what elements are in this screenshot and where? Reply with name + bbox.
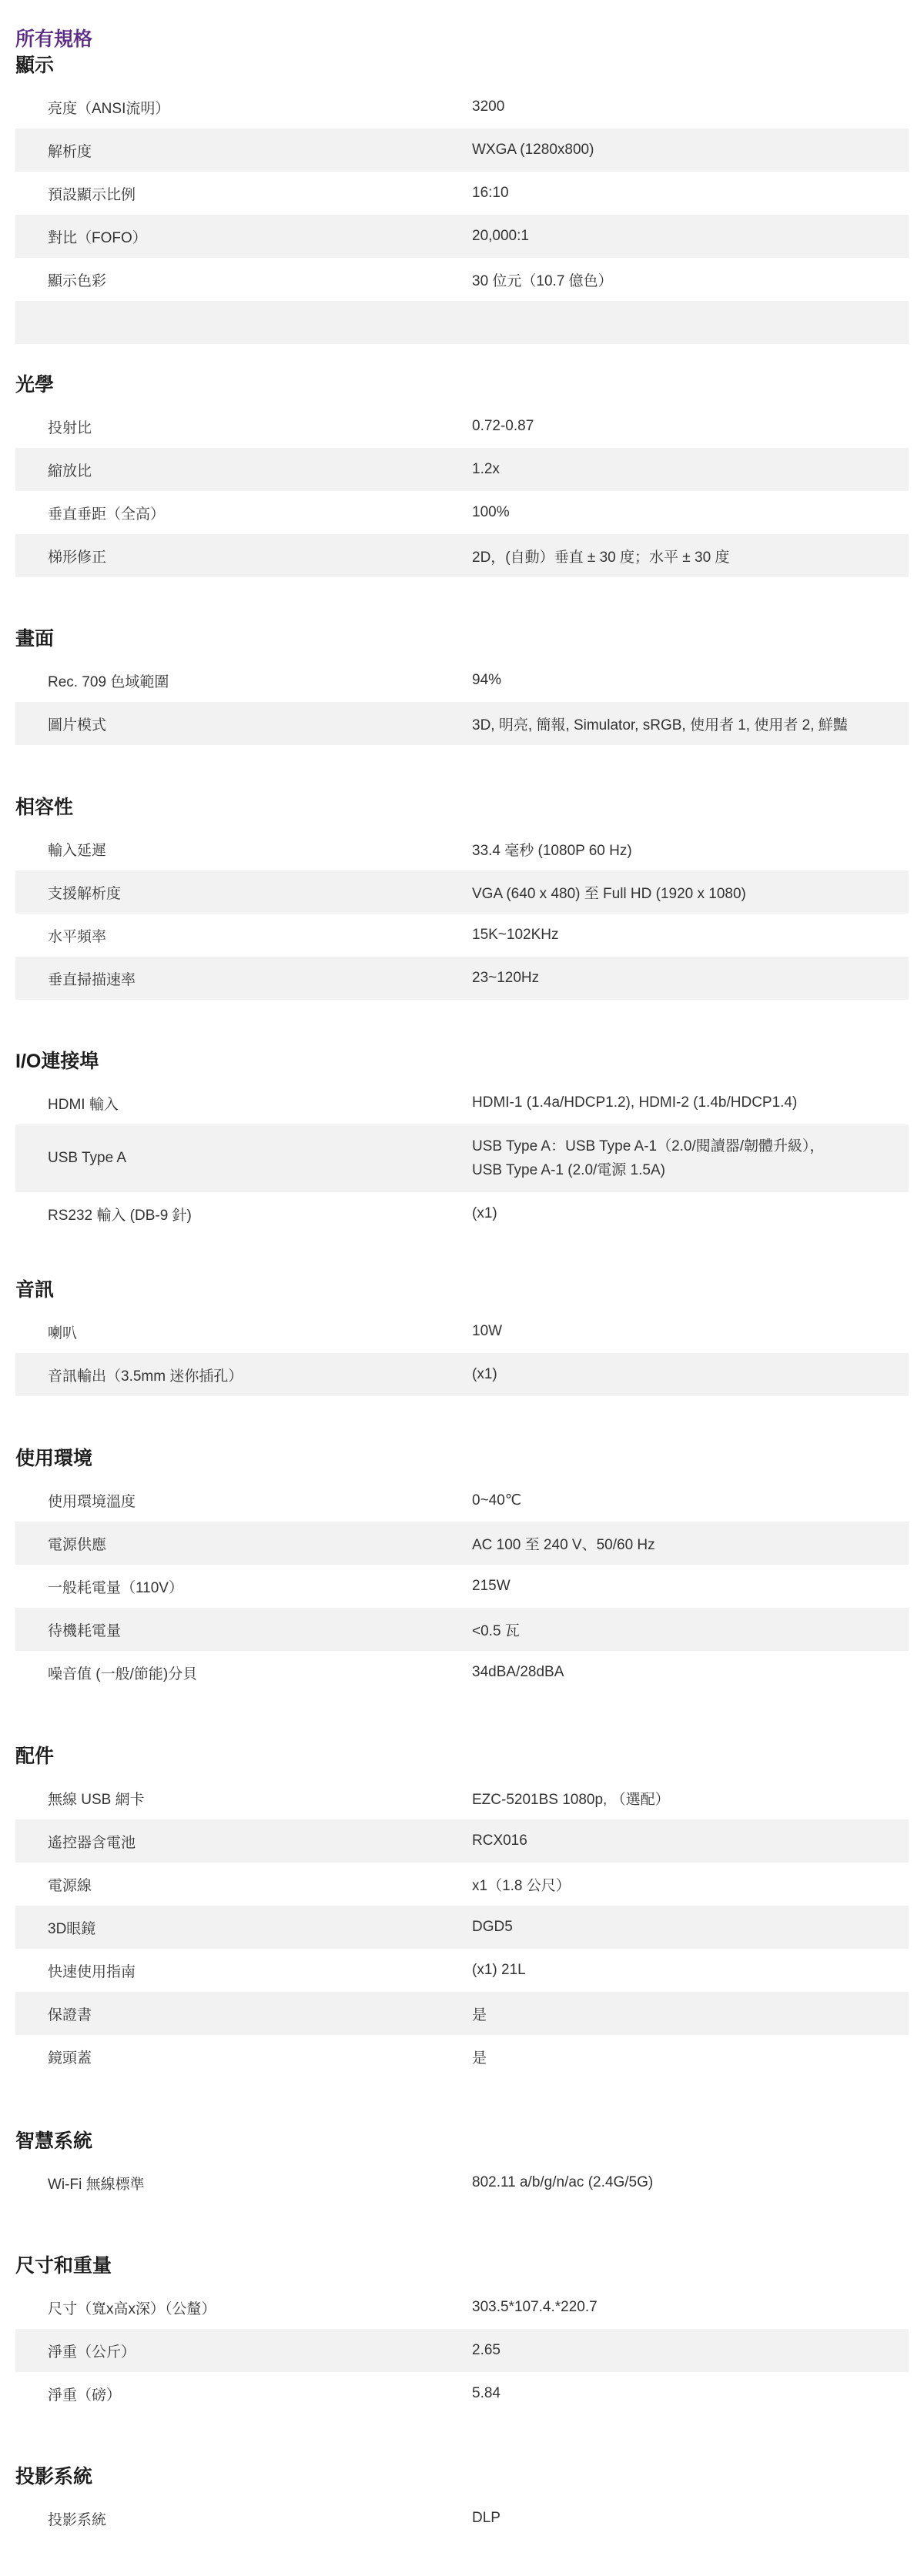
spec-value: 是: [472, 2006, 487, 2023]
spec-label: 電源供應: [48, 1536, 107, 1553]
spec-value: 2.65: [472, 2342, 500, 2358]
section-projection-system: [15, 2464, 909, 2540]
spec-value: 100%: [472, 504, 510, 520]
section-optics: [15, 372, 909, 577]
spec-row: [15, 1081, 909, 1124]
section-title: 配件: [15, 1746, 55, 1767]
section-title: 智慧系統: [15, 2130, 93, 2152]
spec-label: 3D眼鏡: [48, 1920, 96, 1937]
section-title: 使用環境: [15, 1448, 93, 1469]
section-title: 投影系統: [15, 2466, 93, 2487]
spec-label: 無線 USB 網卡: [48, 1791, 145, 1808]
spec-row: [15, 1949, 909, 1992]
spec-label: Wi-Fi 無線標準: [48, 2176, 145, 2193]
spec-value: (x1): [472, 1366, 497, 1382]
section-io-ports: [15, 1048, 909, 1235]
spec-label: 圖片模式: [48, 717, 107, 733]
spec-value: USB Type A：USB Type A-1（2.0/閱讀器/韌體升級）， USB Type A-1 (2.0/電源 1.5A): [472, 1138, 825, 1178]
page-title: 所有規格: [15, 28, 93, 50]
spec-row: [15, 827, 909, 870]
spec-row: [15, 491, 909, 534]
section-dimensions-weight: [15, 2253, 909, 2415]
spec-row: [15, 1522, 909, 1565]
spec-row: [15, 2497, 909, 2540]
spec-value: 3D, 明亮, 簡報, Simulator, sRGB, 使用者 1, 使用者 2, 鮮豔: [472, 717, 848, 733]
section-display: [15, 52, 909, 363]
spec-row: [15, 215, 909, 258]
spec-value: VGA (640 x 480) 至 Full HD (1920 x 1080): [472, 885, 746, 902]
spec-value: x1（1.8 公尺）: [472, 1877, 571, 1894]
spec-value: EZC-5201BS 1080p, （選配）: [472, 1791, 670, 1808]
spec-row: [15, 2035, 909, 2078]
spec-label: 投影系統: [48, 2511, 107, 2528]
spec-label: 一般耗電量（110V）: [48, 1579, 183, 1596]
spec-row: [15, 1608, 909, 1651]
spec-row: [15, 2286, 909, 2329]
spec-value: (x1) 21L: [472, 1962, 526, 1978]
spec-value: 0.72-0.87: [472, 418, 534, 434]
spec-row-clipped: [15, 301, 909, 344]
section-compatibility: [15, 794, 909, 1000]
section-title: 相容性: [15, 797, 74, 818]
spec-label: 噪音值 (一般/節能)分貝: [48, 1666, 198, 1682]
spec-row: [15, 870, 909, 914]
spec-label: RS232 輸入 (DB-9 針): [48, 1207, 192, 1224]
spec-label: 梯形修正: [48, 549, 107, 566]
spec-row: [15, 85, 909, 129]
spec-label: 對比（FOFO）: [48, 229, 147, 246]
spec-label: 遙控器含電池: [48, 1834, 136, 1851]
spec-label: 顯示色彩: [48, 272, 107, 289]
spec-value: 802.11 a/b/g/n/ac (2.4G/5G): [472, 2174, 654, 2190]
spec-row: [15, 172, 909, 215]
spec-row: [15, 405, 909, 448]
spec-row: [15, 1478, 909, 1522]
section-title: 顯示: [15, 55, 55, 76]
section-audio: [15, 1277, 909, 1396]
spec-value: <0.5 瓦: [472, 1622, 520, 1639]
spec-row: [15, 1310, 909, 1353]
spec-label: 音訊輸出（3.5mm 迷你插孔）: [48, 1368, 243, 1385]
spec-value: RCX016: [472, 1833, 527, 1849]
spec-label: 縮放比: [48, 463, 92, 479]
spec-row: [15, 1776, 909, 1819]
spec-label: 垂直垂距（全高）: [48, 506, 166, 523]
spec-row: [15, 1863, 909, 1906]
spec-label: 淨重（磅）: [48, 2387, 122, 2404]
spec-value: 1.2x: [472, 461, 500, 477]
spec-row: [15, 1124, 909, 1192]
spec-row: [15, 534, 909, 577]
spec-value: 0~40℃: [472, 1492, 522, 1509]
section-smart-system: [15, 2128, 909, 2204]
spec-label: Rec. 709 色域範圍: [48, 673, 169, 690]
spec-label: 電源線: [48, 1877, 92, 1894]
spec-row: [15, 1353, 909, 1396]
spec-row: [15, 702, 909, 745]
section-title: I/O連接埠: [15, 1051, 99, 1072]
spec-row: [15, 1565, 909, 1608]
spec-label: 快速使用指南: [48, 1963, 136, 1980]
spec-value: 16:10: [472, 185, 509, 201]
spec-row: [15, 129, 909, 172]
spec-value: (x1): [472, 1205, 497, 1221]
spec-label: 使用環境溫度: [48, 1493, 136, 1510]
section-accessories: [15, 1743, 909, 2078]
spec-value: 5.84: [472, 2385, 500, 2401]
spec-value: 2D，(自動）垂直 ± 30 度；水平 ± 30 度: [472, 549, 730, 566]
spec-value: 3200: [472, 99, 505, 115]
spec-row: [15, 2161, 909, 2204]
spec-row: [15, 2329, 909, 2372]
spec-value: DLP: [472, 2510, 500, 2526]
spec-value: 15K~102KHz: [472, 927, 559, 943]
section-title: 光學: [15, 374, 55, 396]
spec-row: [15, 448, 909, 491]
spec-label: 鏡頭蓋: [48, 2050, 92, 2066]
spec-value: 94%: [472, 672, 502, 688]
spec-label: 支援解析度: [48, 885, 122, 902]
spec-label: 投射比: [48, 419, 92, 436]
spec-label: 淨重（公斤）: [48, 2344, 136, 2360]
spec-row: [15, 258, 909, 301]
spec-label: HDMI 輸入: [48, 1096, 119, 1113]
section-environment: [15, 1445, 909, 1694]
spec-label: 預設顯示比例: [48, 186, 136, 203]
spec-label: USB Type A: [48, 1150, 127, 1166]
spec-value: 20,000:1: [472, 228, 529, 244]
spec-value: 是: [472, 2050, 487, 2066]
spec-label: 尺寸（寬x高x深）（公釐）: [48, 2300, 216, 2317]
spec-label: 輸入延遲: [48, 842, 107, 859]
spec-label: 保證書: [48, 2006, 92, 2023]
spec-row: [15, 914, 909, 957]
spec-label: 解析度: [48, 143, 92, 160]
spec-value: AC 100 至 240 V、50/60 Hz: [472, 1536, 655, 1553]
spec-table: [15, 85, 909, 363]
spec-value: WXGA (1280x800): [472, 142, 594, 158]
spec-label: 喇叭: [48, 1325, 78, 1341]
spec-value: 30 位元（10.7 億色）: [472, 272, 613, 289]
spec-label: 亮度（ANSI流明）: [48, 100, 170, 117]
spec-value: 23~120Hz: [472, 970, 540, 986]
spec-value: 303.5*107.4.*220.7: [472, 2299, 598, 2315]
spec-row: [15, 957, 909, 1000]
spec-row: [15, 1992, 909, 2035]
section-picture: [15, 626, 909, 745]
spec-row: [15, 1192, 909, 1235]
spec-value: 33.4 毫秒 (1080P 60 Hz): [472, 842, 632, 859]
section-title: 畫面: [15, 628, 55, 650]
spec-value: HDMI-1 (1.4a/HDCP1.2), HDMI-2 (1.4b/HDCP1.4): [472, 1094, 798, 1111]
spec-value: DGD5: [472, 1919, 513, 1935]
spec-row: [15, 659, 909, 702]
section-title: 音訊: [15, 1279, 55, 1301]
spec-row: [15, 1819, 909, 1863]
spec-row: [15, 2372, 909, 2415]
spec-label: 待機耗電量: [48, 1622, 122, 1639]
spec-value: 34dBA/28dBA: [472, 1664, 564, 1680]
section-title: 尺寸和重量: [15, 2255, 112, 2277]
spec-value: 215W: [472, 1578, 511, 1594]
spec-row: [15, 1651, 909, 1694]
spec-row: [15, 1906, 909, 1949]
spec-value: 10W: [472, 1323, 503, 1339]
spec-label: 水平頻率: [48, 928, 107, 945]
spec-label: 垂直掃描速率: [48, 971, 136, 988]
